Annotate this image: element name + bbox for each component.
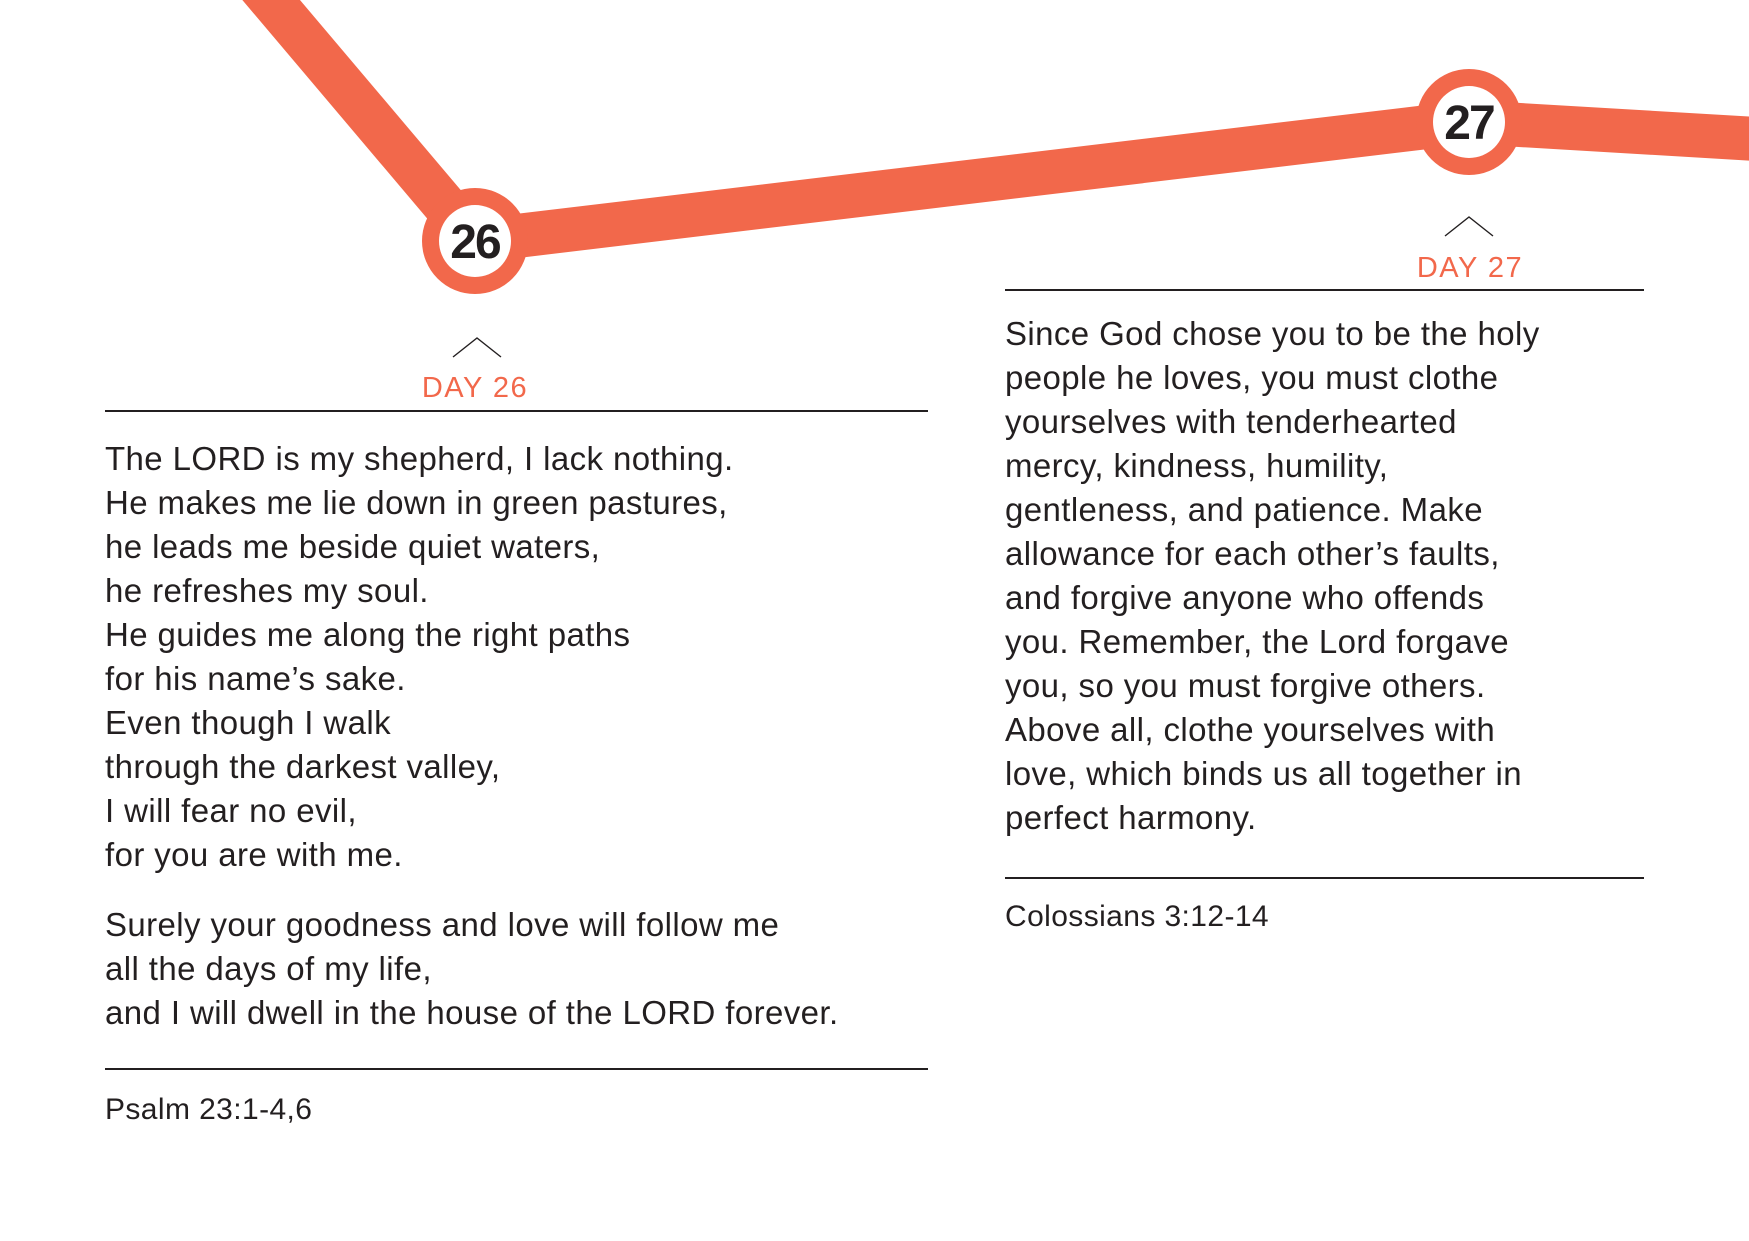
verse-line: gentleness, and patience. Make: [1005, 491, 1483, 528]
day-27-node-number: 27: [1444, 97, 1494, 150]
verse-line: Even though I walk: [105, 704, 392, 741]
verse-line: mercy, kindness, humility,: [1005, 447, 1389, 484]
day-27-scripture-reference: Colossians 3:12-14: [1005, 900, 1270, 933]
verse-line: Above all, clothe yourselves with: [1005, 711, 1496, 748]
day-27-passage: [1005, 312, 1540, 840]
verse-line: He makes me lie down in green pastures,: [105, 484, 728, 521]
verse-line: The LORD is my shepherd, I lack nothing.: [105, 440, 734, 477]
day-26-label: DAY 26: [421, 372, 529, 404]
verse-line: you, so you must forgive others.: [1005, 667, 1486, 704]
day-27-top-divider: [1005, 289, 1644, 291]
verse-line: he leads me beside quiet waters,: [105, 528, 601, 565]
verse-line: Since God chose you to be the holy: [1005, 315, 1540, 352]
day-26-node-number: 26: [450, 216, 500, 269]
day-26-top-divider: [105, 410, 928, 412]
verse-line: I will fear no evil,: [105, 792, 357, 829]
verse-line: people he loves, you must clothe: [1005, 359, 1499, 396]
verse-line: for you are with me.: [105, 836, 403, 873]
day-26-scripture-reference: Psalm 23:1-4,6: [105, 1093, 313, 1126]
verse-line: He guides me along the right paths: [105, 616, 631, 653]
chevron-up-icon: [1444, 216, 1494, 237]
verse-line: for his name’s sake.: [105, 660, 406, 697]
verse-line: through the darkest valley,: [105, 748, 501, 785]
verse-line: he refreshes my soul.: [105, 572, 429, 609]
day-26-passage: [105, 437, 839, 1035]
day-27-bottom-divider: [1005, 877, 1644, 879]
chevron-up-icon: [452, 337, 502, 358]
day-26-bottom-divider: [105, 1068, 928, 1070]
verse-line: allowance for each other’s faults,: [1005, 535, 1500, 572]
verse-line: you. Remember, the Lord forgave: [1005, 623, 1509, 660]
verse-line: all the days of my life,: [105, 950, 432, 987]
verse-line: and forgive anyone who offends: [1005, 579, 1485, 616]
verse-line: perfect harmony.: [1005, 799, 1257, 836]
verse-line: and I will dwell in the house of the LORD forever.: [105, 994, 839, 1031]
verse-line: love, which binds us all together in: [1005, 755, 1523, 792]
verse-line: Surely your goodness and love will follow me: [105, 906, 780, 943]
day-27-label: DAY 27: [1416, 252, 1524, 284]
verse-line: yourselves with tenderhearted: [1005, 403, 1457, 440]
